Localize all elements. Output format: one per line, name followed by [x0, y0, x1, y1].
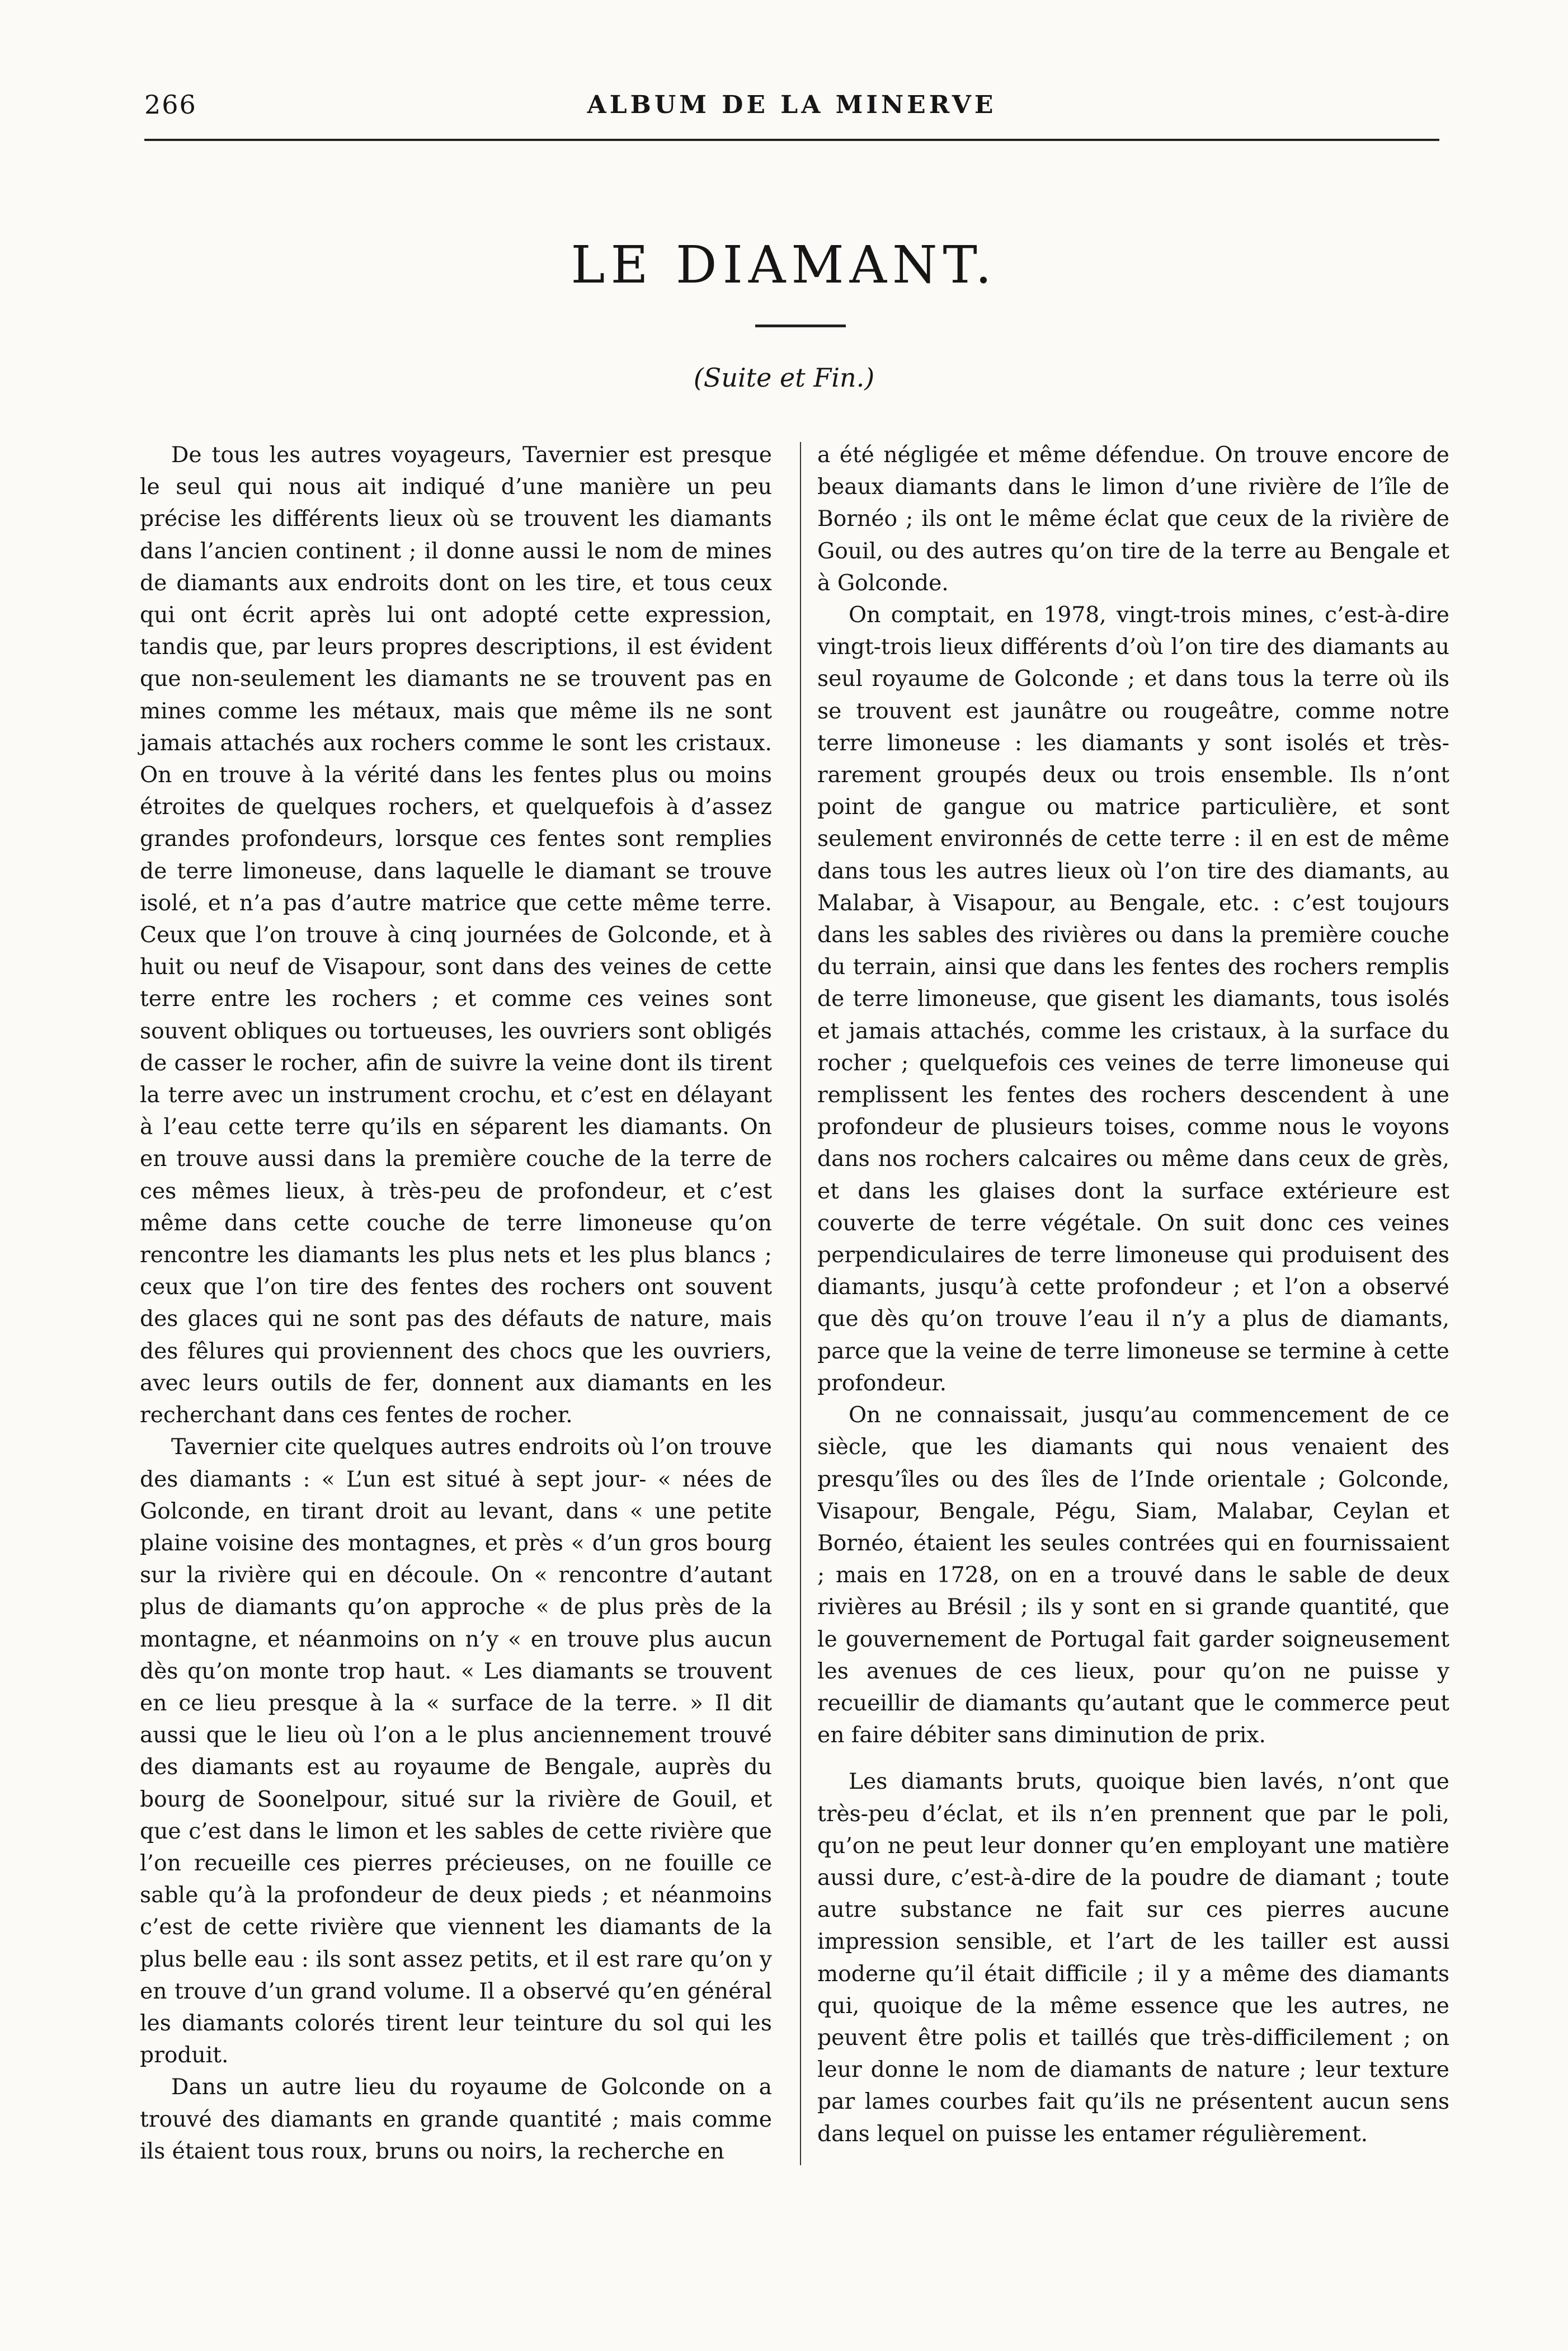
page-header — [144, 90, 1439, 134]
paragraph: Les diamants bruts, quoique bien lavés, n’ont que très-peu d’éclat, et ils n’en prennent que par le poli, qu’on ne peut leur donner qu’en employant une matière aussi dure, c’est-à-dire de la poudre de diamant ; toute autre substance ne fait sur ces pierres aucune impression sensible, et l’art de les tailler est aussi moderne qu’il était difficile ; il y a même des diamants qui, quoique de la même essence que les autres, ne peuvent être polis et taillés que très-difficilement ; on leur donne le nom de diamants de nature ; leur texture par lames courbes fait qu’ils ne présentent aucun sens dans lequel on puisse les entamer régulièrement. — [817, 1769, 1449, 2147]
paragraph: De tous les autres voyageurs, Tavernier est presque le seul qui nous ait indiqué d’une manière un peu précise les différents lieux où se trouvent les diamants dans l’ancien continent ; il donne aussi le nom de mines de diamants aux endroits dont on les tire, et tous ceux qui ont écrit après lui ont adopté cette expression, tandis que, par leurs propres descriptions, il est évident que non-seulement les diamants ne se trouvent pas en mines comme les métaux, mais que même ils ne sont jamais attachés aux rochers comme le sont les cristaux. On en trouve à la vérité dans les fentes plus ou moins étroites de quelques rochers, et quelquefois à d’assez grandes profondeurs, lorsque ces fentes sont remplies de terre limoneuse, dans laquelle le diamant se trouve isolé, et n’a pas d’autre matrice que cette même terre. Ceux que l’on trouve à cinq journées de Golconde, et à huit ou neuf de Visapour, sont dans des veines de cette terre entre les rochers ; et comme ces veines sont souvent obliques ou tortueuses, les ouvriers sont obligés de casser le rocher, afin de suivre la veine dont ils tirent la terre avec un instrument crochu, et c’est en délayant à l’eau cette terre qu’ils en séparent les diamants. On en trouve aussi dans la première couche de la terre de ces mêmes lieux, à très-peu de profondeur, et c’est même dans cette couche de terre limoneuse qu’on rencontre les diamants les plus nets et les plus blancs ; ceux que l’on tire des fentes des rochers ont souvent des glaces qui ne sont pas des défauts de nature, mais des fêlures qui proviennent des chocs que les ouvriers, avec leurs outils de fer, donnent aux diamants en les recherchant dans ces fentes de rocher. — [140, 443, 772, 1428]
right-column — [817, 439, 1449, 2150]
header-rule — [144, 139, 1439, 141]
paragraph: On comptait, en 1978, vingt-trois mines, c’est-à-dire vingt-trois lieux différents d’où l’on tire des diamants au seul royaume de Golconde ; et dans tous la terre où ils se trouvent est jaunâtre ou rougeâtre, comme notre terre limoneuse : les diamants y sont isolés et très-rarement groupés deux ou trois ensemble. Ils n’ont point de gangue ou matrice particulière, et sont seulement environnés de cette terre : il en est de même dans tous les autres lieux où l’on tire des diamants, au Malabar, à Visapour, au Bengale, etc. : c’est toujours dans les sables des rivières ou dans la première couche du terrain, ainsi que dans les fentes des rochers remplis de terre limoneuse, que gisent les diamants, tous isolés et jamais attachés, comme les cristaux, à la surface du rocher ; quelquefois ces veines de terre limoneuse qui remplissent les fentes des rochers descendent à une profondeur de plusieurs toises, comme nous le voyons dans nos rochers calcaires ou même dans ceux de grès, et dans les glaises dont la surface extérieure est couverte de terre végétale. On suit donc ces veines perpendiculaires de terre limoneuse qui produisent des diamants, jusqu’à cette profondeur ; et l’on a observé que dès qu’on trouve l’eau il n’y a plus de diamants, parce que la veine de terre limoneuse se termine à cette profondeur. — [817, 603, 1449, 1396]
left-column — [140, 439, 772, 2167]
column-divider — [800, 442, 801, 2165]
title-rule — [755, 325, 846, 327]
article-title: LE DIAMANT. — [571, 235, 997, 295]
paragraph: a été négligée et même défendue. On trouve encore de beaux diamants dans le limon d’une rivière de l’île de Bornéo ; ils ont le même éclat que ceux de la rivière de Gouil, ou des autres qu’on tire de la terre au Bengale et à Golconde. — [817, 443, 1449, 596]
running-title: ALBUM DE LA MINERVE — [587, 91, 997, 119]
article-subtitle: (Suite et Fin.) — [693, 363, 875, 393]
paragraph: On ne connaissait, jusqu’au commencement de ce siècle, que les diamants qui nous venaient des presqu’îles ou des îles de l’Inde orientale ; Golconde, Visapour, Bengale, Pégu, Siam, Malabar, Ceylan et Bornéo, étaient les seules contrées qui en fournissaient ; mais en 1728, on en a trouvé dans le sable de deux rivières au Brésil ; ils y sont en si grande quantité, que le gouvernement de Portugal fait garder soigneusement les avenues de ces lieux, pour qu’on ne puisse y recueillir de diamants qu’autant que le commerce peut en faire débiter sans diminution de prix. — [817, 1403, 1449, 1748]
paragraph: Dans un autre lieu du royaume de Golconde on a trouvé des diamants en grande quantité ; mais comme ils étaient tous roux, bruns ou noirs, la recherche en — [140, 2075, 772, 2164]
paragraph: Tavernier cite quelques autres endroits où l’on trouve des diamants : « L’un est situé à sept jour- « nées de Golconde, en tirant droit au levant, dans « une petite plaine voisine des montagnes, et près « d’un gros bourg sur la rivière qui en découle. On « rencontre d’autant plus de diamants qu’on approche « de plus près de la montagne, et néanmoins on n’y « en trouve plus aucun dès qu’on monte trop haut. « Les diamants se trouvent en ce lieu presque à la « surface de la terre. » Il dit aussi que le lieu où l’on a le plus anciennement trouvé des diamants est au royaume de Bengale, auprès du bourg de Soonelpour, situé sur la rivière de Gouil, et que c’est dans le limon et les sables de cette rivière que l’on recueille ces pierres précieuses, on ne fouille ce sable qu’à la profondeur de deux pieds ; et néanmoins c’est de cette rivière que viennent les diamants de la plus belle eau : ils sont assez petits, et il est rare qu’on y en trouve d’un grand volume. Il a observé qu’en général les diamants colorés tirent leur teinture du sol qui les produit. — [140, 1435, 772, 2068]
page-number: 266 — [144, 90, 197, 120]
